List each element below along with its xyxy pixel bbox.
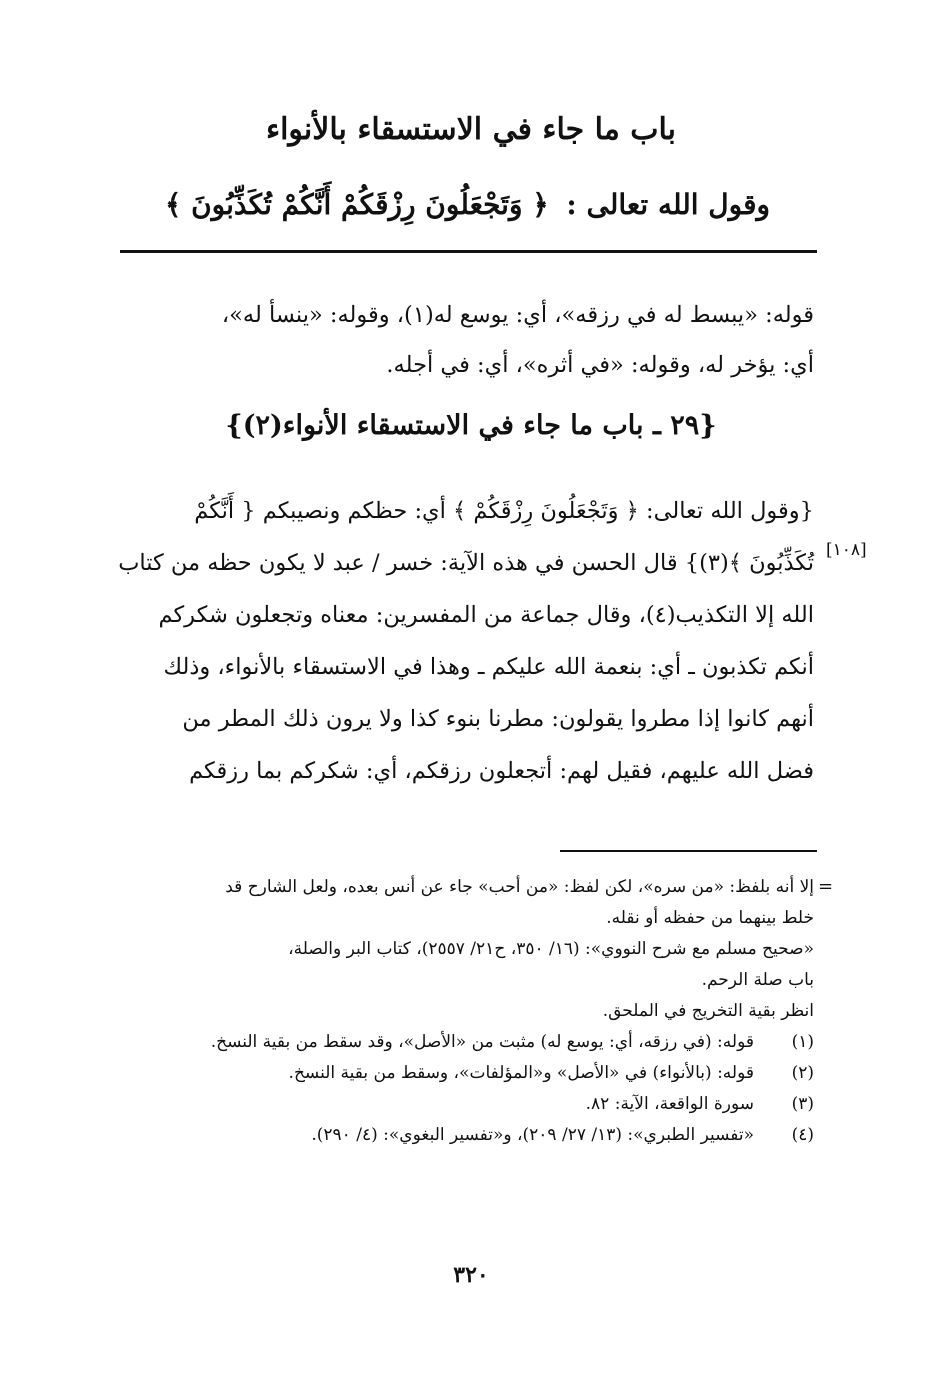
footnote-continuation-line: خلط بينهما من حفظه أو نقله. [606,908,814,928]
footnote-item [114,1089,814,1120]
footnote-continuation-mark: = [818,876,834,897]
margin-page-reference: [١٠٨] [826,540,867,560]
footnote-text: سورة الواقعة، الآية: ٨٢. [585,1094,754,1114]
chapter-title: باب ما جاء في الاستسقاء بالأنواء [265,112,676,147]
main-line: فضل الله عليهم، فقيل لهم: أتجعلون رزقكم، أي: شكركم بما رزقكم [189,758,814,784]
footnote-divider [560,850,817,852]
main-line: {وقول الله تعالى: ﴿ وَتَجْعَلُونَ رِزْقَكُمْ ﴾ أي: حظكم ونصيبكم { أَنَّكُمْ [194,498,814,524]
main-line: أنهم كانوا إذا مطروا يقولون: مطرنا بنوء كذا ولا يرون ذلك المطر من [182,706,814,732]
main-line: أنكم تكذبون ـ أي: بنعمة الله عليكم ـ وهذا في الاستسقاء بالأنواء، وذلك [163,654,814,680]
footnote-text: «تفسير الطبري»: (١٣/ ٢٧/ ٢٠٩)، و«تفسير البغوي»: (٤/ ٢٩٠). [311,1125,754,1145]
footnote-continuation-line: إلا أنه بلفظ: «من سره»، لكن لفظ: «من أحب» جاء عن أنس بعده، ولعل الشارح قد [225,877,814,897]
intro-line: أي: يؤخر له، وقوله: «في أثره»، أي: في أجله. [386,352,814,378]
footnotes [114,872,814,1151]
footnote-item [114,1027,814,1058]
section-subheading: {٢٩ ـ باب ما جاء في الاستسقاء الأنواء(٢)} [225,410,717,441]
footnote-text: قوله: (في رزقه، أي: يوسع له) مثبت من «الأصل»، وقد سقط من بقية النسخ. [210,1032,754,1052]
footnote-number: (٢) [791,1063,814,1083]
footnote-continuation-line: «صحيح مسلم مع شرح النووي»: (١٦/ ٣٥٠، ح٢١/ ٢٥٥٧)، كتاب البر والصلة، [288,939,814,959]
footnote-text: قوله: (بالأنواء) في «الأصل» و«المؤلفات»، وسقط من بقية النسخ. [288,1063,754,1083]
quran-verse: ﴿ وَتَجْعَلُونَ رِزْقَكُمْ أَنَّكُمْ تُكَذِّبُونَ ﴾ [164,188,549,221]
main-text [114,485,814,797]
footnote-continuation-line: انظر بقية التخريج في الملحق. [602,1001,814,1021]
intro-paragraph [114,290,814,390]
verse-heading [165,188,770,221]
main-line: تُكَذِّبُونَ ﴾(٣)} قال الحسن في هذه الآية: خسر / عبد لا يكون حظه من كتاب [118,550,814,576]
footnote-number: (٣) [791,1094,814,1114]
main-line: الله إلا التكذيب(٤)، وقال جماعة من المفسرين: معناه وتجعلون شكركم [158,602,814,628]
header-divider [120,250,817,253]
verse-intro: وقول الله تعالى : [566,188,770,221]
page-number: ٣٢٠ [453,1262,489,1288]
footnote-number: (١) [791,1032,814,1052]
intro-line: قوله: «يبسط له في رزقه»، أي: يوسع له(١)، وقوله: «ينسأ له»، [221,302,814,328]
footnote-item [114,1120,814,1151]
footnote-item [114,1058,814,1089]
footnote-continuation-line: باب صلة الرحم. [701,970,814,990]
footnote-number: (٤) [791,1125,814,1145]
